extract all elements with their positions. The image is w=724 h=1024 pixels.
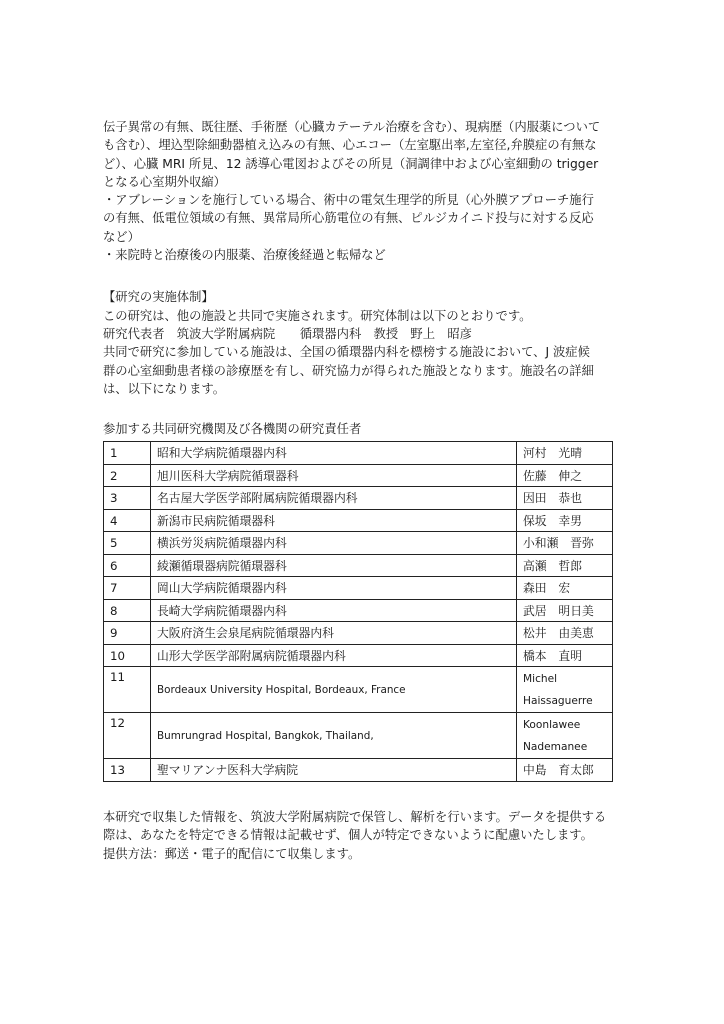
closing-line: 提供方法：郵送・電子的配信にて収集します。 — [103, 846, 361, 861]
principal-investigator — [517, 713, 613, 759]
body-line: 群の心室細動患者様の診療歴を有し、研究協力が得られた施設となります。施設名の詳細 — [103, 363, 594, 378]
row-number: 12 — [104, 713, 151, 759]
institution-name: 聖マリアンナ医科大学病院 — [151, 759, 517, 782]
intro-line: ど）、心臓 MRI 所見、12 誘導心電図およびその所見（洞調律中および心室細動の trigger — [103, 156, 599, 171]
institution-name: 昭和大学病院循環器内科 — [151, 442, 517, 465]
body-line: 研究代表者 筑波大学附属病院 循環器内科 教授 野上 昭彦 — [103, 326, 472, 341]
principal-investigator: 橋本 直明 — [517, 644, 613, 667]
institution-name: Bordeaux University Hospital, Bordeaux, France — [151, 667, 517, 713]
row-number: 9 — [104, 622, 151, 645]
closing-line: 際は、あなたを特定できる情報は記載せず、個人が特定できないように配慮いたします。 — [103, 828, 593, 843]
row-number: 7 — [104, 577, 151, 600]
principal-investigator: 松井 由美恵 — [517, 622, 613, 645]
row-number: 8 — [104, 599, 151, 622]
row-number: 1 — [104, 442, 151, 465]
followup-line: ・来院時と治療後の内服薬、治療後経過と転帰など — [103, 248, 386, 263]
institution-name: 綾瀬循環器病院循環器科 — [151, 554, 517, 577]
table-row — [104, 532, 613, 555]
row-number: 3 — [104, 487, 151, 510]
table-row — [104, 622, 613, 645]
table-caption: 参加する共同研究機関及び各機関の研究責任者 — [103, 422, 362, 437]
principal-investigator — [517, 667, 613, 713]
document-page — [103, 118, 623, 863]
institution-name: 旭川医科大学病院循環器科 — [151, 464, 517, 487]
institution-name: 山形大学医学部附属病院循環器内科 — [151, 644, 517, 667]
intro-line: となる心室期外収縮） — [103, 174, 226, 189]
body-line: 共同で研究に参加している施設は、全国の循環器内科を標榜する施設において、J 波症候 — [103, 345, 590, 360]
section-heading: 【研究の実施体制】 — [103, 290, 214, 305]
table-row — [104, 713, 613, 759]
pi-last-name: Haissaguerre — [523, 694, 593, 707]
institution-name: 岡山大学病院循環器内科 — [151, 577, 517, 600]
principal-investigator: 森田 宏 — [517, 577, 613, 600]
principal-investigator: 因田 恭也 — [517, 487, 613, 510]
row-number: 2 — [104, 464, 151, 487]
pi-first-name: Michel — [523, 672, 558, 685]
ablation-line: の有無、低電位領域の有無、異常局所心筋電位の有無、ピルジカイニド投与に対する反応 — [103, 211, 594, 226]
table-row — [104, 759, 613, 782]
table-row — [104, 599, 613, 622]
closing-line: 本研究で収集した情報を、筑波大学附属病院で保管し、解析を行います。データを提供する — [103, 809, 607, 824]
body-line: は、以下になります。 — [103, 381, 225, 396]
row-number: 11 — [104, 667, 151, 713]
principal-investigator: 武居 明日美 — [517, 599, 613, 622]
intro-line: も含む）、埋込型除細動器植え込みの有無、心エコー（左室駆出率,左室径,弁膜症の有無な — [103, 138, 597, 153]
principal-investigator: 小和瀬 晋弥 — [517, 532, 613, 555]
intro-line: 伝子異常の有無、既往歴、手術歴（心臓カテーテル治療を含む）、現病歴（内服薬について — [103, 120, 601, 134]
institution-name: Bumrungrad Hospital, Bangkok, Thailand, — [151, 713, 517, 759]
institutions-table — [103, 441, 613, 782]
table-row — [104, 577, 613, 600]
institution-name: 長崎大学病院循環器内科 — [151, 599, 517, 622]
row-number: 5 — [104, 532, 151, 555]
row-number: 4 — [104, 509, 151, 532]
principal-investigator: 佐藤 伸之 — [517, 464, 613, 487]
table-row — [104, 554, 613, 577]
institution-name: 名古屋大学医学部附属病院循環器内科 — [151, 487, 517, 510]
table-row — [104, 509, 613, 532]
institution-name: 新潟市民病院循環器科 — [151, 509, 517, 532]
principal-investigator: 中島 育太郎 — [517, 759, 613, 782]
principal-investigator: 高瀬 哲郎 — [517, 554, 613, 577]
row-number: 6 — [104, 554, 151, 577]
table-row — [104, 464, 613, 487]
principal-investigator: 河村 光晴 — [517, 442, 613, 465]
row-number: 10 — [104, 644, 151, 667]
table-row — [104, 667, 613, 713]
body-line: この研究は、他の施設と共同で実施されます。研究体制は以下のとおりです。 — [103, 308, 532, 323]
row-number: 13 — [104, 759, 151, 782]
institution-name: 大阪府済生会泉尾病院循環器内科 — [151, 622, 517, 645]
table-row — [104, 442, 613, 465]
pi-last-name: Nademanee — [523, 740, 588, 753]
principal-investigator: 保坂 幸男 — [517, 509, 613, 532]
pi-first-name: Koonlawee — [523, 718, 581, 731]
table-row — [104, 644, 613, 667]
ablation-line: など） — [103, 229, 140, 244]
institution-name: 横浜労災病院循環器内科 — [151, 532, 517, 555]
ablation-line: ・アブレーションを施行している場合、術中の電気生理学的所見（心外膜アプローチ施行 — [103, 193, 594, 208]
table-row — [104, 487, 613, 510]
